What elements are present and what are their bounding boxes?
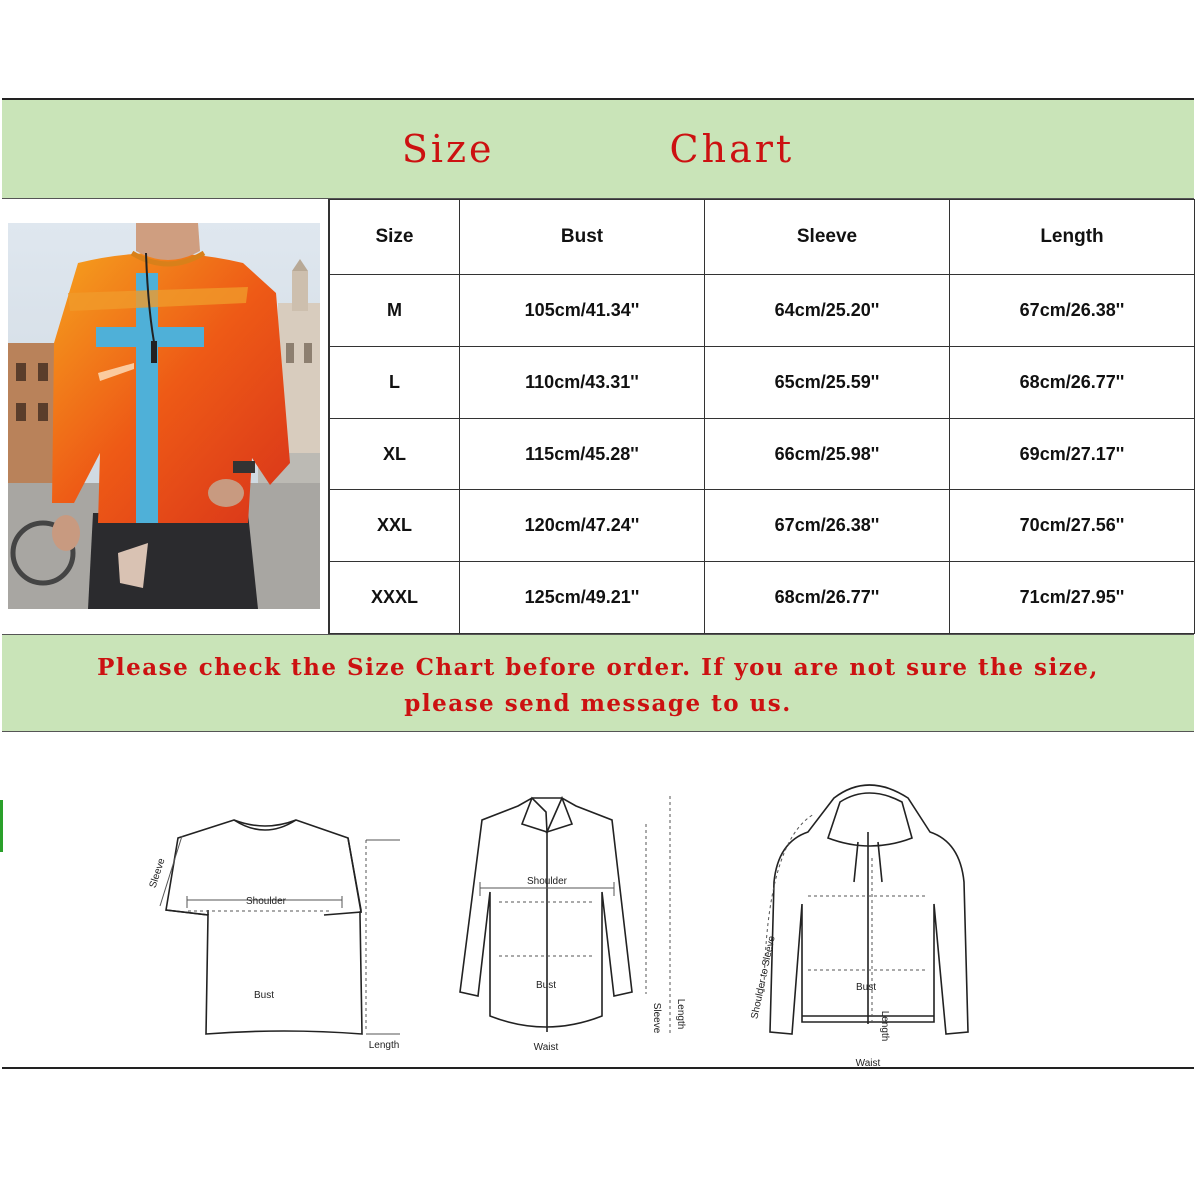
- cell-length: 68cm/26.77'': [950, 346, 1195, 418]
- hoodie-waist-label: Waist: [855, 1058, 881, 1069]
- cell-size: XXL: [330, 490, 460, 562]
- cell-sleeve: 66cm/25.98'': [705, 418, 950, 490]
- note-line-2: please send message to us.: [404, 690, 792, 717]
- header-sleeve: Sleeve: [705, 200, 950, 275]
- table-row: [330, 562, 1195, 634]
- table-header-row: [330, 200, 1195, 275]
- cell-bust: 125cm/49.21'': [460, 562, 705, 634]
- title-band: [2, 100, 1194, 199]
- cell-bust: 105cm/41.34'': [460, 275, 705, 347]
- title-word-chart: Chart: [669, 127, 795, 171]
- hoodie-bust-label: Bust: [855, 982, 877, 993]
- cell-bust: 115cm/45.28'': [460, 418, 705, 490]
- shirt-waist-label: Waist: [533, 1042, 559, 1053]
- hoodie-length-label: Length: [879, 1010, 890, 1042]
- tshirt-sleeve-label: Sleeve: [147, 856, 168, 890]
- table-row: [330, 418, 1195, 490]
- title-word-size: Size: [401, 127, 495, 171]
- tshirt-shoulder-label: Shoulder: [245, 896, 287, 907]
- edge-marker: [0, 800, 3, 852]
- cell-length: 67cm/26.38'': [950, 275, 1195, 347]
- table-row: [330, 490, 1195, 562]
- shirt-bust-label: Bust: [535, 980, 557, 991]
- shirt-diagram: [460, 798, 632, 1032]
- tshirt-diagram: [166, 820, 362, 1034]
- product-photo-cell: [2, 199, 329, 634]
- cell-bust: 120cm/47.24'': [460, 490, 705, 562]
- product-photo: [8, 223, 320, 609]
- cell-sleeve: 65cm/25.59'': [705, 346, 950, 418]
- note-band: [2, 634, 1194, 732]
- shirt-shoulder-label: Shoulder: [526, 876, 568, 887]
- header-length: Length: [950, 200, 1195, 275]
- note-line-1: Please check the Size Chart before order. If you are not sure the size,: [97, 654, 1099, 681]
- cell-sleeve: 68cm/26.77'': [705, 562, 950, 634]
- cell-length: 69cm/27.17'': [950, 418, 1195, 490]
- tshirt-bust-label: Bust: [253, 990, 275, 1001]
- shirt-length-label: Length: [675, 998, 686, 1030]
- cell-sleeve: 67cm/26.38'': [705, 490, 950, 562]
- size-table: [329, 199, 1195, 634]
- hoodie-diagram: [770, 785, 968, 1034]
- header-bust: Bust: [460, 200, 705, 275]
- header-size: Size: [330, 200, 460, 275]
- cell-length: 71cm/27.95'': [950, 562, 1195, 634]
- cell-bust: 110cm/43.31'': [460, 346, 705, 418]
- table-row: [330, 346, 1195, 418]
- cell-size: XL: [330, 418, 460, 490]
- table-row: [330, 275, 1195, 347]
- cell-size: M: [330, 275, 460, 347]
- cell-size: XXXL: [330, 562, 460, 634]
- hoodie-shoulder-to-sleeve-label: Shoulder to Sleeve: [749, 935, 778, 1020]
- measurement-diagrams: [2, 732, 1194, 1069]
- cell-size: L: [330, 346, 460, 418]
- tshirt-length-label: Length: [368, 1040, 400, 1051]
- shirt-sleeve-label: Sleeve: [651, 1002, 662, 1034]
- cell-length: 70cm/27.56'': [950, 490, 1195, 562]
- diagram-canvas: [2, 732, 1194, 1069]
- cell-sleeve: 64cm/25.20'': [705, 275, 950, 347]
- size-chart-sheet: [2, 98, 1194, 1069]
